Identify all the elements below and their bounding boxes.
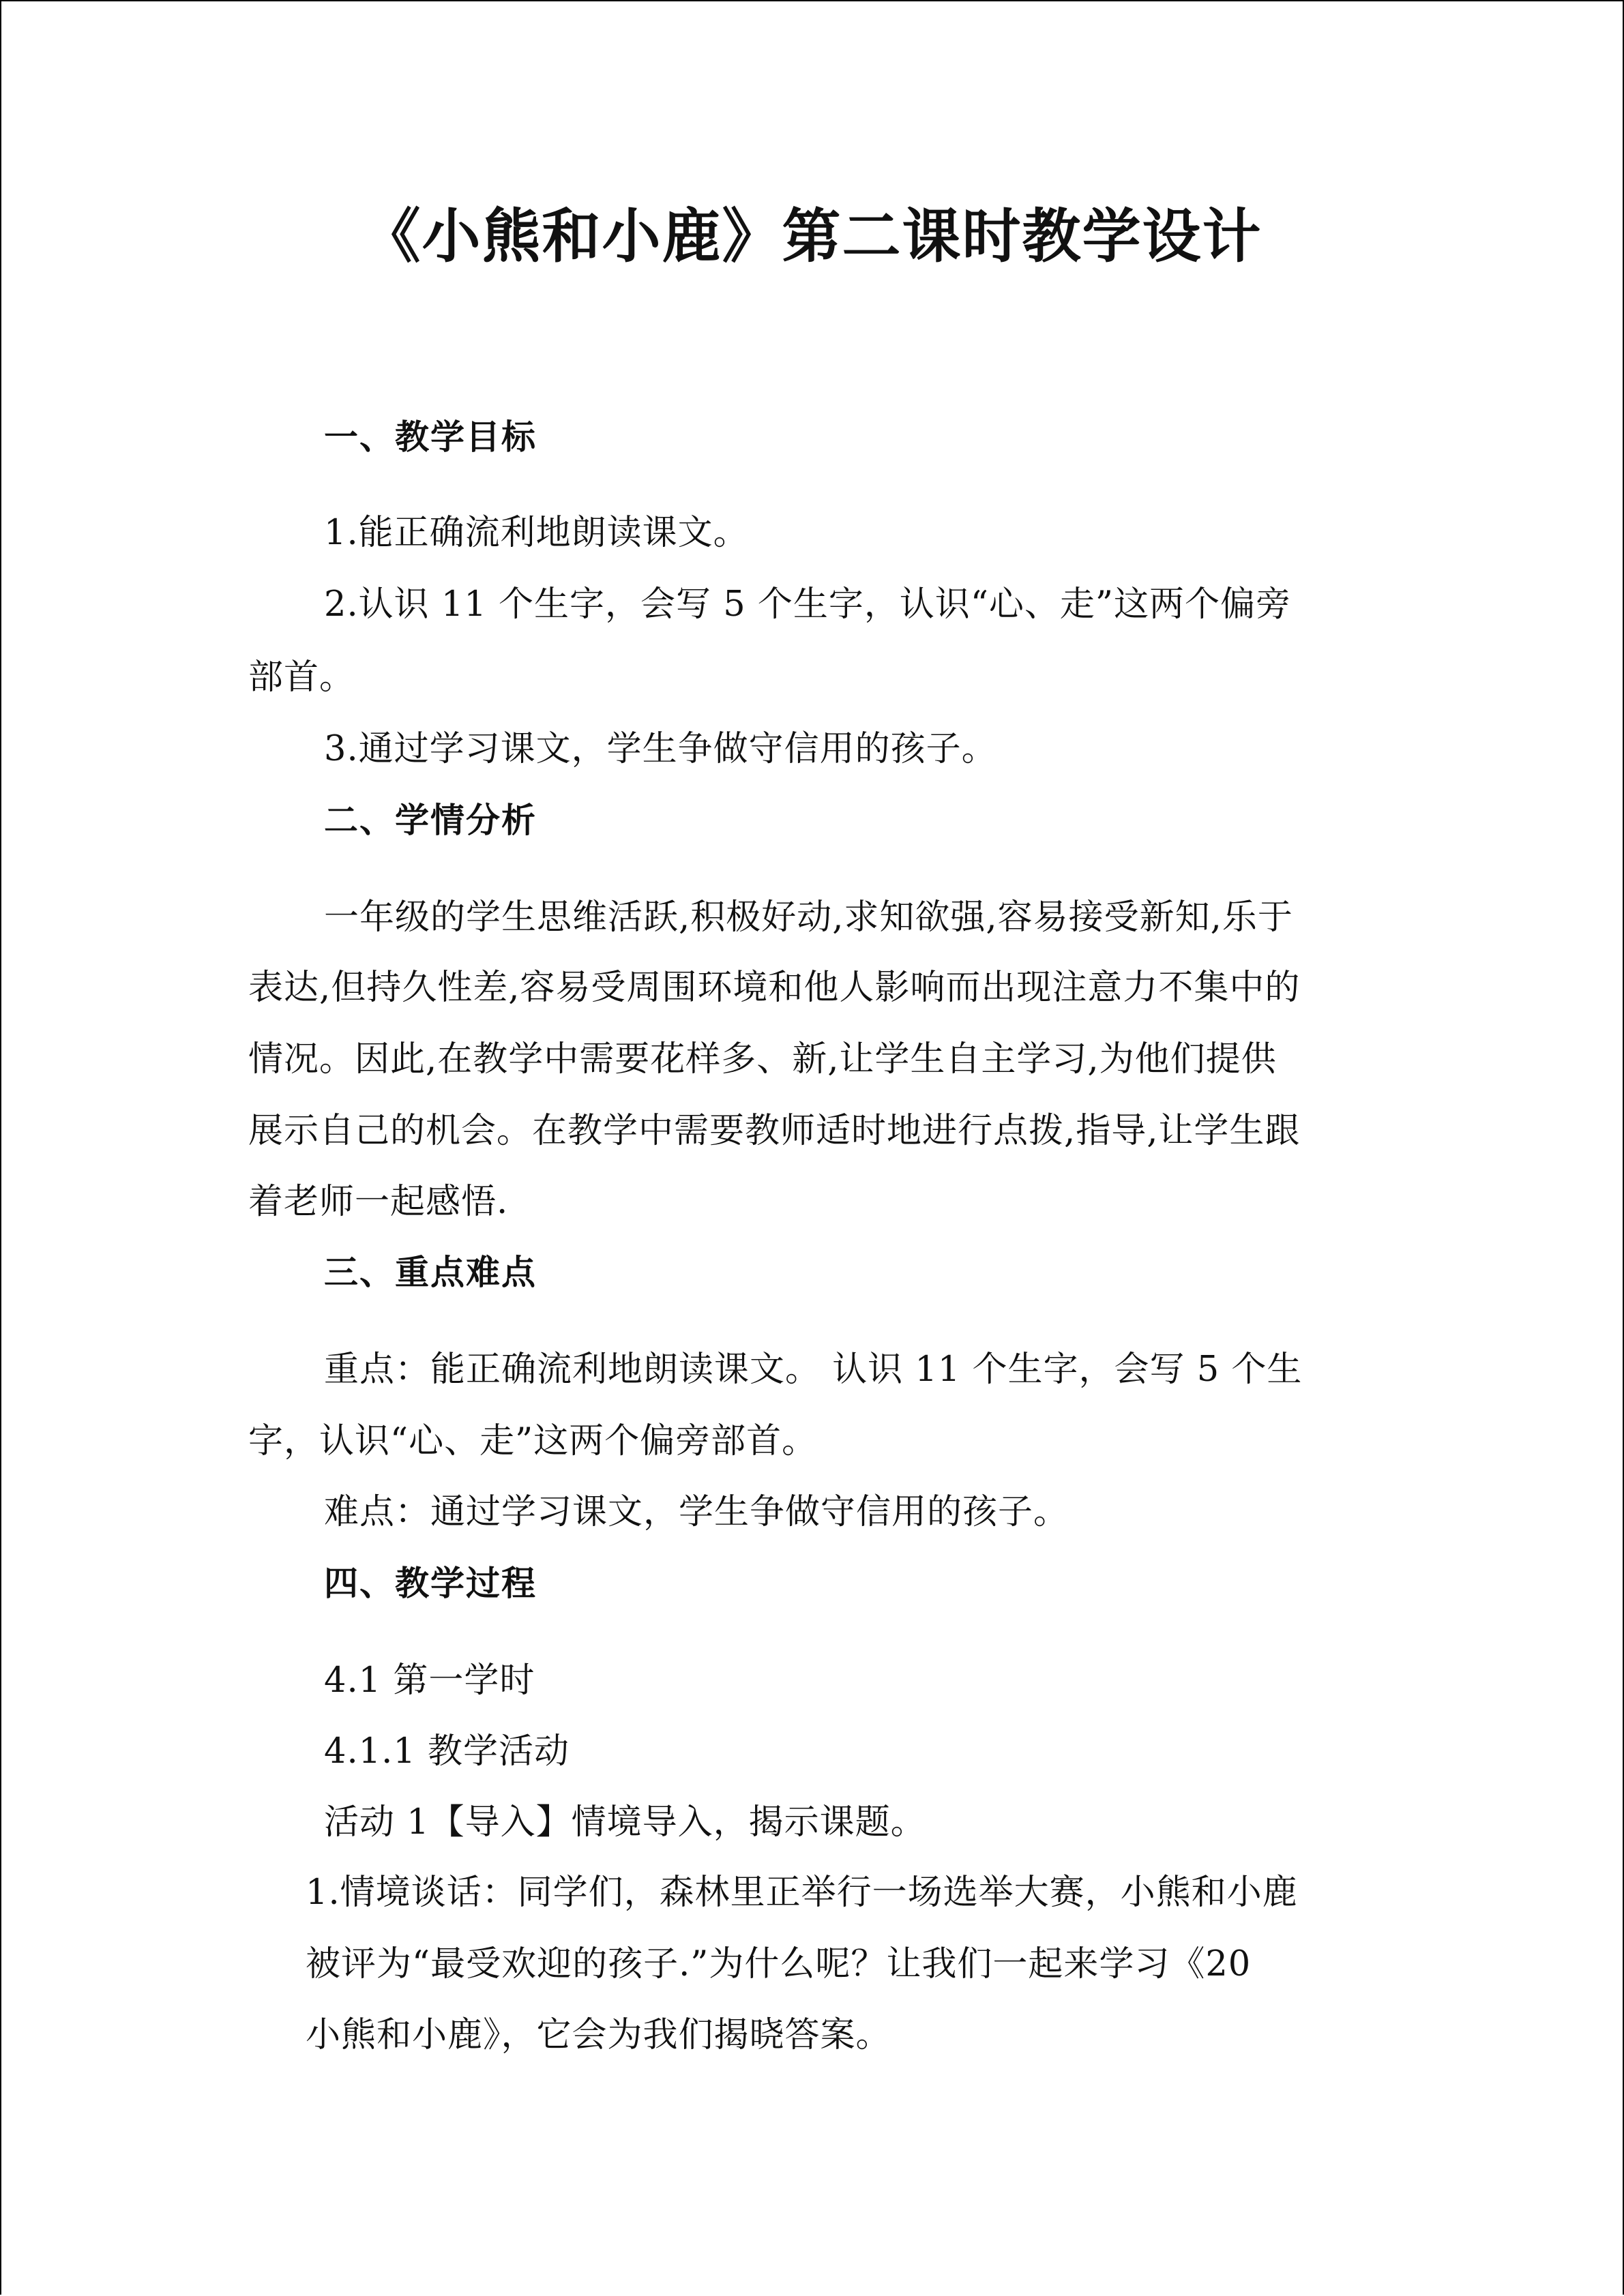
heading-objectives: 一、教学目标 (324, 417, 537, 457)
analysis-line-1: 一年级的学生思维活跃,积极好动,求知欲强,容易接受新知,乐于 (324, 897, 1293, 938)
analysis-line-3: 情况。因此,在教学中需要花样多、新,让学生自主学习,为他们提供 (248, 1039, 1277, 1079)
analysis-line-4: 展示自己的机会。在教学中需要教师适时地进行点拨,指导,让学生跟 (248, 1111, 1301, 1151)
activity-title: 活动 1【导入】情境导入，揭示课题。 (324, 1802, 926, 1843)
key-point-line-1: 重点：能正确流利地朗读课文。 认识 11 个生字，会写 5 个生 (324, 1350, 1303, 1390)
analysis-line-2: 表达,但持久性差,容易受周围环境和他人影响而出现注意力不集中的 (248, 968, 1301, 1008)
objective-item-3: 3.通过学习课文，学生争做守信用的孩子。 (324, 729, 997, 769)
heading-key-points: 三、重点难点 (324, 1253, 537, 1292)
page-title: 《小熊和小鹿》第二课时教学设计 (361, 202, 1263, 271)
activity-para-line-1: 1.情境谈话：同学们，森林里正举行一场选举大赛，小熊和小鹿 (306, 1873, 1298, 1913)
objective-item-1: 1.能正确流利地朗读课文。 (324, 513, 749, 553)
heading-process: 四、教学过程 (324, 1564, 537, 1603)
objective-item-2-line-2: 部首。 (248, 657, 355, 698)
activity-para-line-3: 小熊和小鹿》，它会为我们揭晓答案。 (306, 2015, 891, 2055)
process-subheading-4-1: 4.1 第一学时 (324, 1660, 535, 1701)
heading-analysis: 二、学情分析 (324, 801, 537, 840)
process-subheading-4-1-1: 4.1.1 教学活动 (324, 1731, 570, 1772)
objective-item-2-line-1: 2.认识 11 个生字，会写 5 个生字，认识“心、走”这两个偏旁 (324, 584, 1291, 625)
analysis-line-5: 着老师一起感悟. (248, 1182, 509, 1222)
activity-para-line-2: 被评为“最受欢迎的孩子.”为什么呢？让我们一起来学习《20 (306, 1944, 1252, 1984)
difficulty-point: 难点：通过学习课文，学生争做守信用的孩子。 (324, 1492, 1069, 1532)
key-point-line-2: 字，认识“心、走”这两个偏旁部首。 (248, 1421, 818, 1461)
